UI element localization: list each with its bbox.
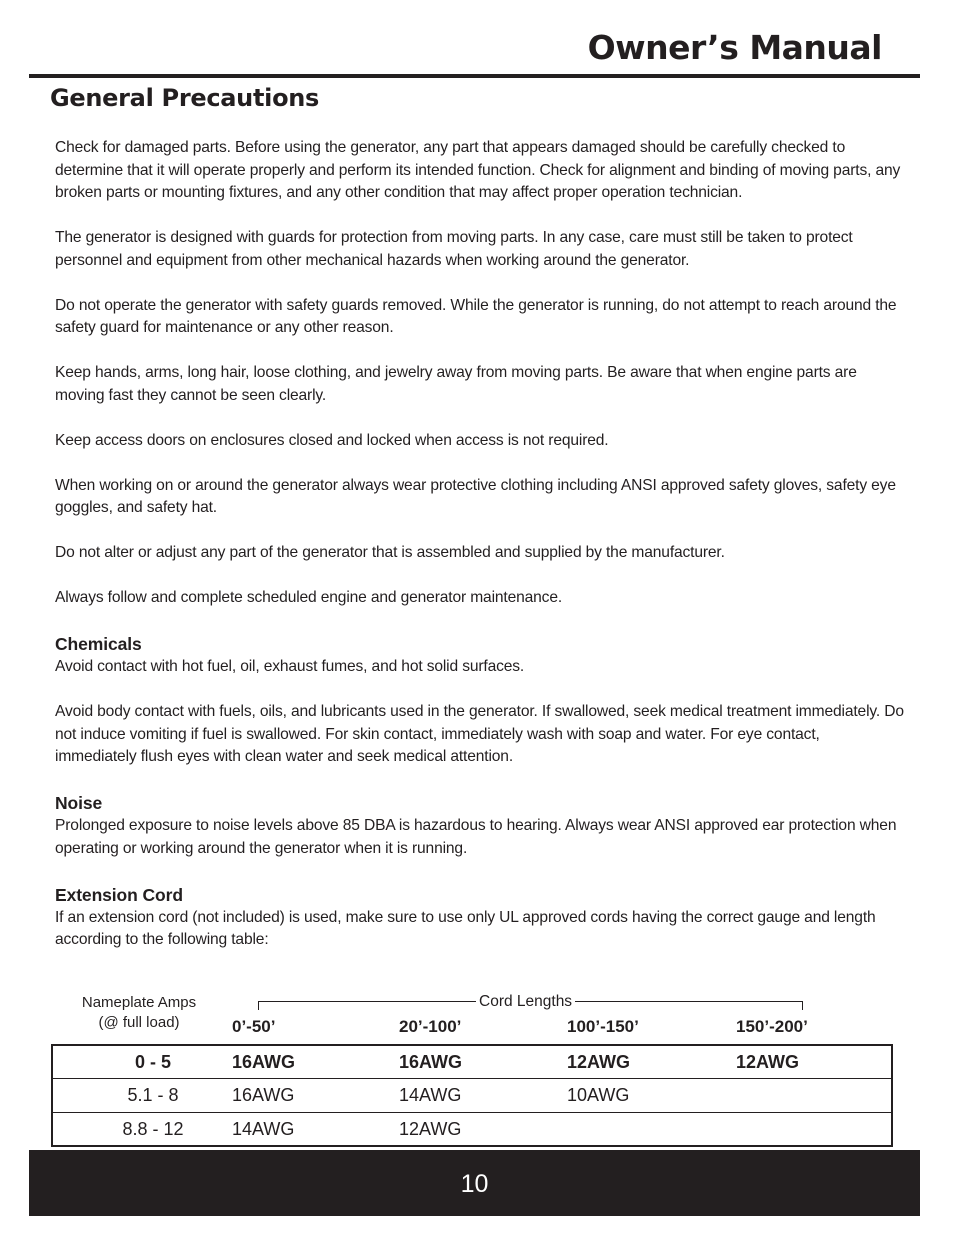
section-title: General Precautions [50, 84, 320, 112]
column-header: 20’-100’ [399, 1017, 462, 1036]
gauge-cell: 14AWG [232, 1118, 295, 1139]
paragraph: Do not operate the generator with safety guards removed. While the generator is running, do not attempt to reach around the safety guard for maintenance or any other reason. [55, 296, 897, 336]
column-header: 100’-150’ [567, 1017, 639, 1036]
nameplate-amps-line1: Nameplate Amps [81, 994, 197, 1011]
chemicals-heading: Chemicals [55, 634, 142, 654]
amps-cell: 5.1 - 8 [127, 1085, 179, 1106]
manual-title: Owner’s Manual [587, 28, 882, 67]
gauge-cell: 12AWG [567, 1052, 631, 1072]
page-number: 10 [460, 1170, 489, 1198]
paragraph: Check for damaged parts. Before using the generator, any part that appears damaged should be carefully checked to determine that it will operate properly and perform its intended function. Check for alignment and binding of moving parts, any broken parts or mounting fixtures, and any other condition that may affect proper operation technician. [55, 139, 901, 201]
extension-cord-paragraph: If an extension cord (not included) is used, make sure to use only UL approved cords having the correct gauge and length according to the following table: [55, 908, 876, 948]
table-row [53, 1046, 891, 1078]
noise-paragraph: Prolonged exposure to noise levels above 85 DBA is hazardous to hearing. Always wear ANSI approved ear protection when operating or working around the generator when it is running. [55, 817, 897, 857]
footer-bar [29, 1150, 920, 1216]
chemicals-paragraph: Avoid body contact with fuels, oils, and lubricants used in the generator. If swallowed, seek medical treatment immediately. Do not induce vomiting if fuel is swallowed. For skin contact, immediately wash with soap and water. For eye contact, immediately flush eyes with clean water and seek medical attention. [55, 703, 904, 765]
nameplate-amps-label [64, 993, 214, 1033]
amps-cell: 0 - 5 [134, 1052, 172, 1072]
paragraph: The generator is designed with guards for protection from moving parts. In any case, care must still be taken to protect personnel and equipment from other mechanical hazards when working around the generator. [55, 229, 853, 269]
gauge-cell: 12AWG [736, 1052, 800, 1072]
column-header: 150’-200’ [736, 1017, 808, 1036]
paragraph: Keep hands, arms, long hair, loose clothing, and jewelry away from moving parts. Be aware that when engine parts are moving fast they cannot be seen clearly. [55, 364, 857, 404]
nameplate-amps-line2: (@ full load) [98, 1014, 180, 1031]
gauge-cell: 10AWG [567, 1085, 630, 1106]
paragraph: Do not alter or adjust any part of the generator that is assembled and supplied by the manufacturer. [55, 544, 725, 561]
column-header: 0’-50’ [232, 1017, 276, 1036]
noise-heading: Noise [55, 793, 103, 813]
paragraph: Keep access doors on enclosures closed and locked when access is not required. [55, 431, 609, 449]
extension-cord-heading: Extension Cord [55, 884, 183, 905]
cord-lengths-label: Cord Lengths [476, 992, 575, 1012]
extension-cord-table [51, 1044, 893, 1147]
gauge-cell: 12AWG [399, 1118, 462, 1139]
gauge-cell: 16AWG [232, 1052, 296, 1072]
gauge-cell: 14AWG [399, 1085, 462, 1106]
paragraph: Always follow and complete scheduled engine and generator maintenance. [55, 589, 563, 606]
paragraph: When working on or around the generator always wear protective clothing including ANSI approved safety gloves, safety eye goggles, and safety hat. [55, 476, 896, 516]
header-rule [29, 74, 920, 78]
chemicals-paragraph: Avoid contact with hot fuel, oil, exhaust fumes, and hot solid surfaces. [55, 658, 525, 675]
amps-cell: 8.8 - 12 [122, 1118, 184, 1139]
gauge-cell: 16AWG [232, 1085, 295, 1106]
table-row [53, 1112, 891, 1145]
gauge-cell: 16AWG [399, 1052, 463, 1072]
page-content [55, 137, 905, 974]
table-row [53, 1078, 891, 1111]
